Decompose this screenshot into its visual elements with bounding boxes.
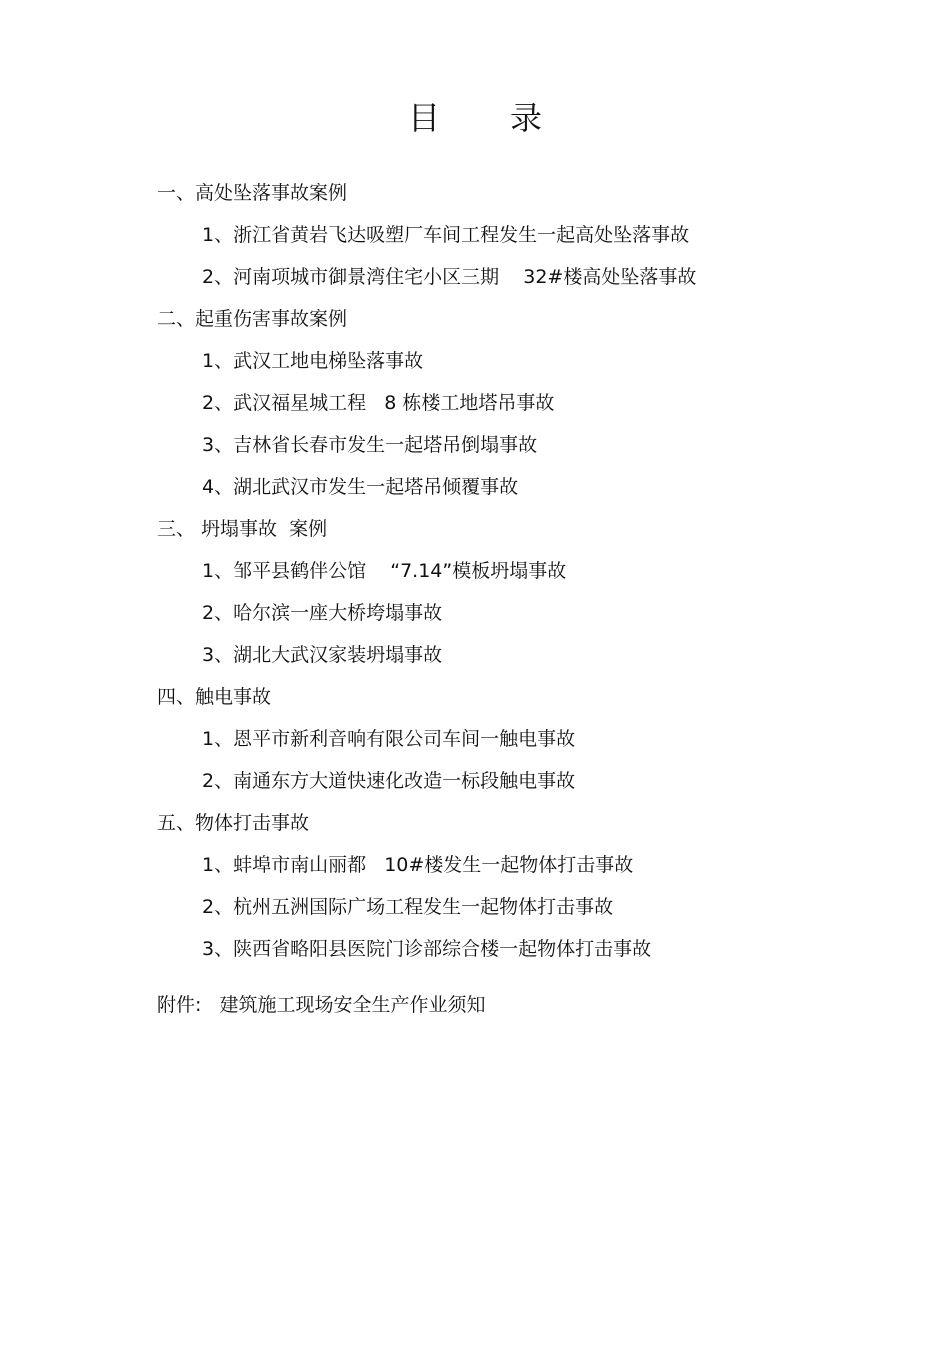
toc-item: 2、南通东方大道快速化改造一标段触电事故 [202, 770, 576, 792]
toc-item: 2、哈尔滨一座大桥垮塌事故 [202, 602, 443, 624]
title-char-1: 目 [407, 99, 440, 137]
section-heading-lifting: 二、起重伤害事故案例 [157, 308, 348, 330]
toc-item: 1、浙江省黄岩飞达吸塑厂车间工程发生一起高处坠落事故 [202, 224, 690, 246]
section-heading-fall: 一、高处坠落事故案例 [157, 182, 348, 204]
section-heading-strike: 五、物体打击事故 [157, 812, 310, 834]
toc-item: 1、邹平县鹤伴公馆 “7.14”模板坍塌事故 [202, 560, 567, 582]
toc-item: 1、武汉工地电梯坠落事故 [202, 350, 424, 372]
toc-item: 3、湖北大武汉家装坍塌事故 [202, 644, 443, 666]
toc-item: 1、蚌埠市南山丽都 10#楼发生一起物体打击事故 [202, 854, 634, 876]
toc-item: 2、河南项城市御景湾住宅小区三期 32#楼高处坠落事故 [202, 266, 697, 288]
toc-item: 1、恩平市新利音响有限公司车间一触电事故 [202, 728, 576, 750]
section-heading-collapse: 三、 坍塌事故 案例 [157, 518, 328, 540]
section-heading-electric: 四、触电事故 [157, 686, 272, 708]
page-title [0, 96, 950, 140]
toc-item: 4、湖北武汉市发生一起塔吊倾覆事故 [202, 476, 519, 498]
toc-item: 2、杭州五洲国际广场工程发生一起物体打击事故 [202, 896, 614, 918]
title-char-2: 录 [510, 99, 543, 137]
appendix-line: 附件: 建筑施工现场安全生产作业须知 [157, 994, 486, 1016]
toc-item: 3、陕西省略阳县医院门诊部综合楼一起物体打击事故 [202, 938, 652, 960]
table-of-contents [157, 176, 857, 974]
toc-item: 3、吉林省长春市发生一起塔吊倒塌事故 [202, 434, 538, 456]
toc-item: 2、武汉福星城工程 8 栋楼工地塔吊事故 [202, 392, 555, 414]
